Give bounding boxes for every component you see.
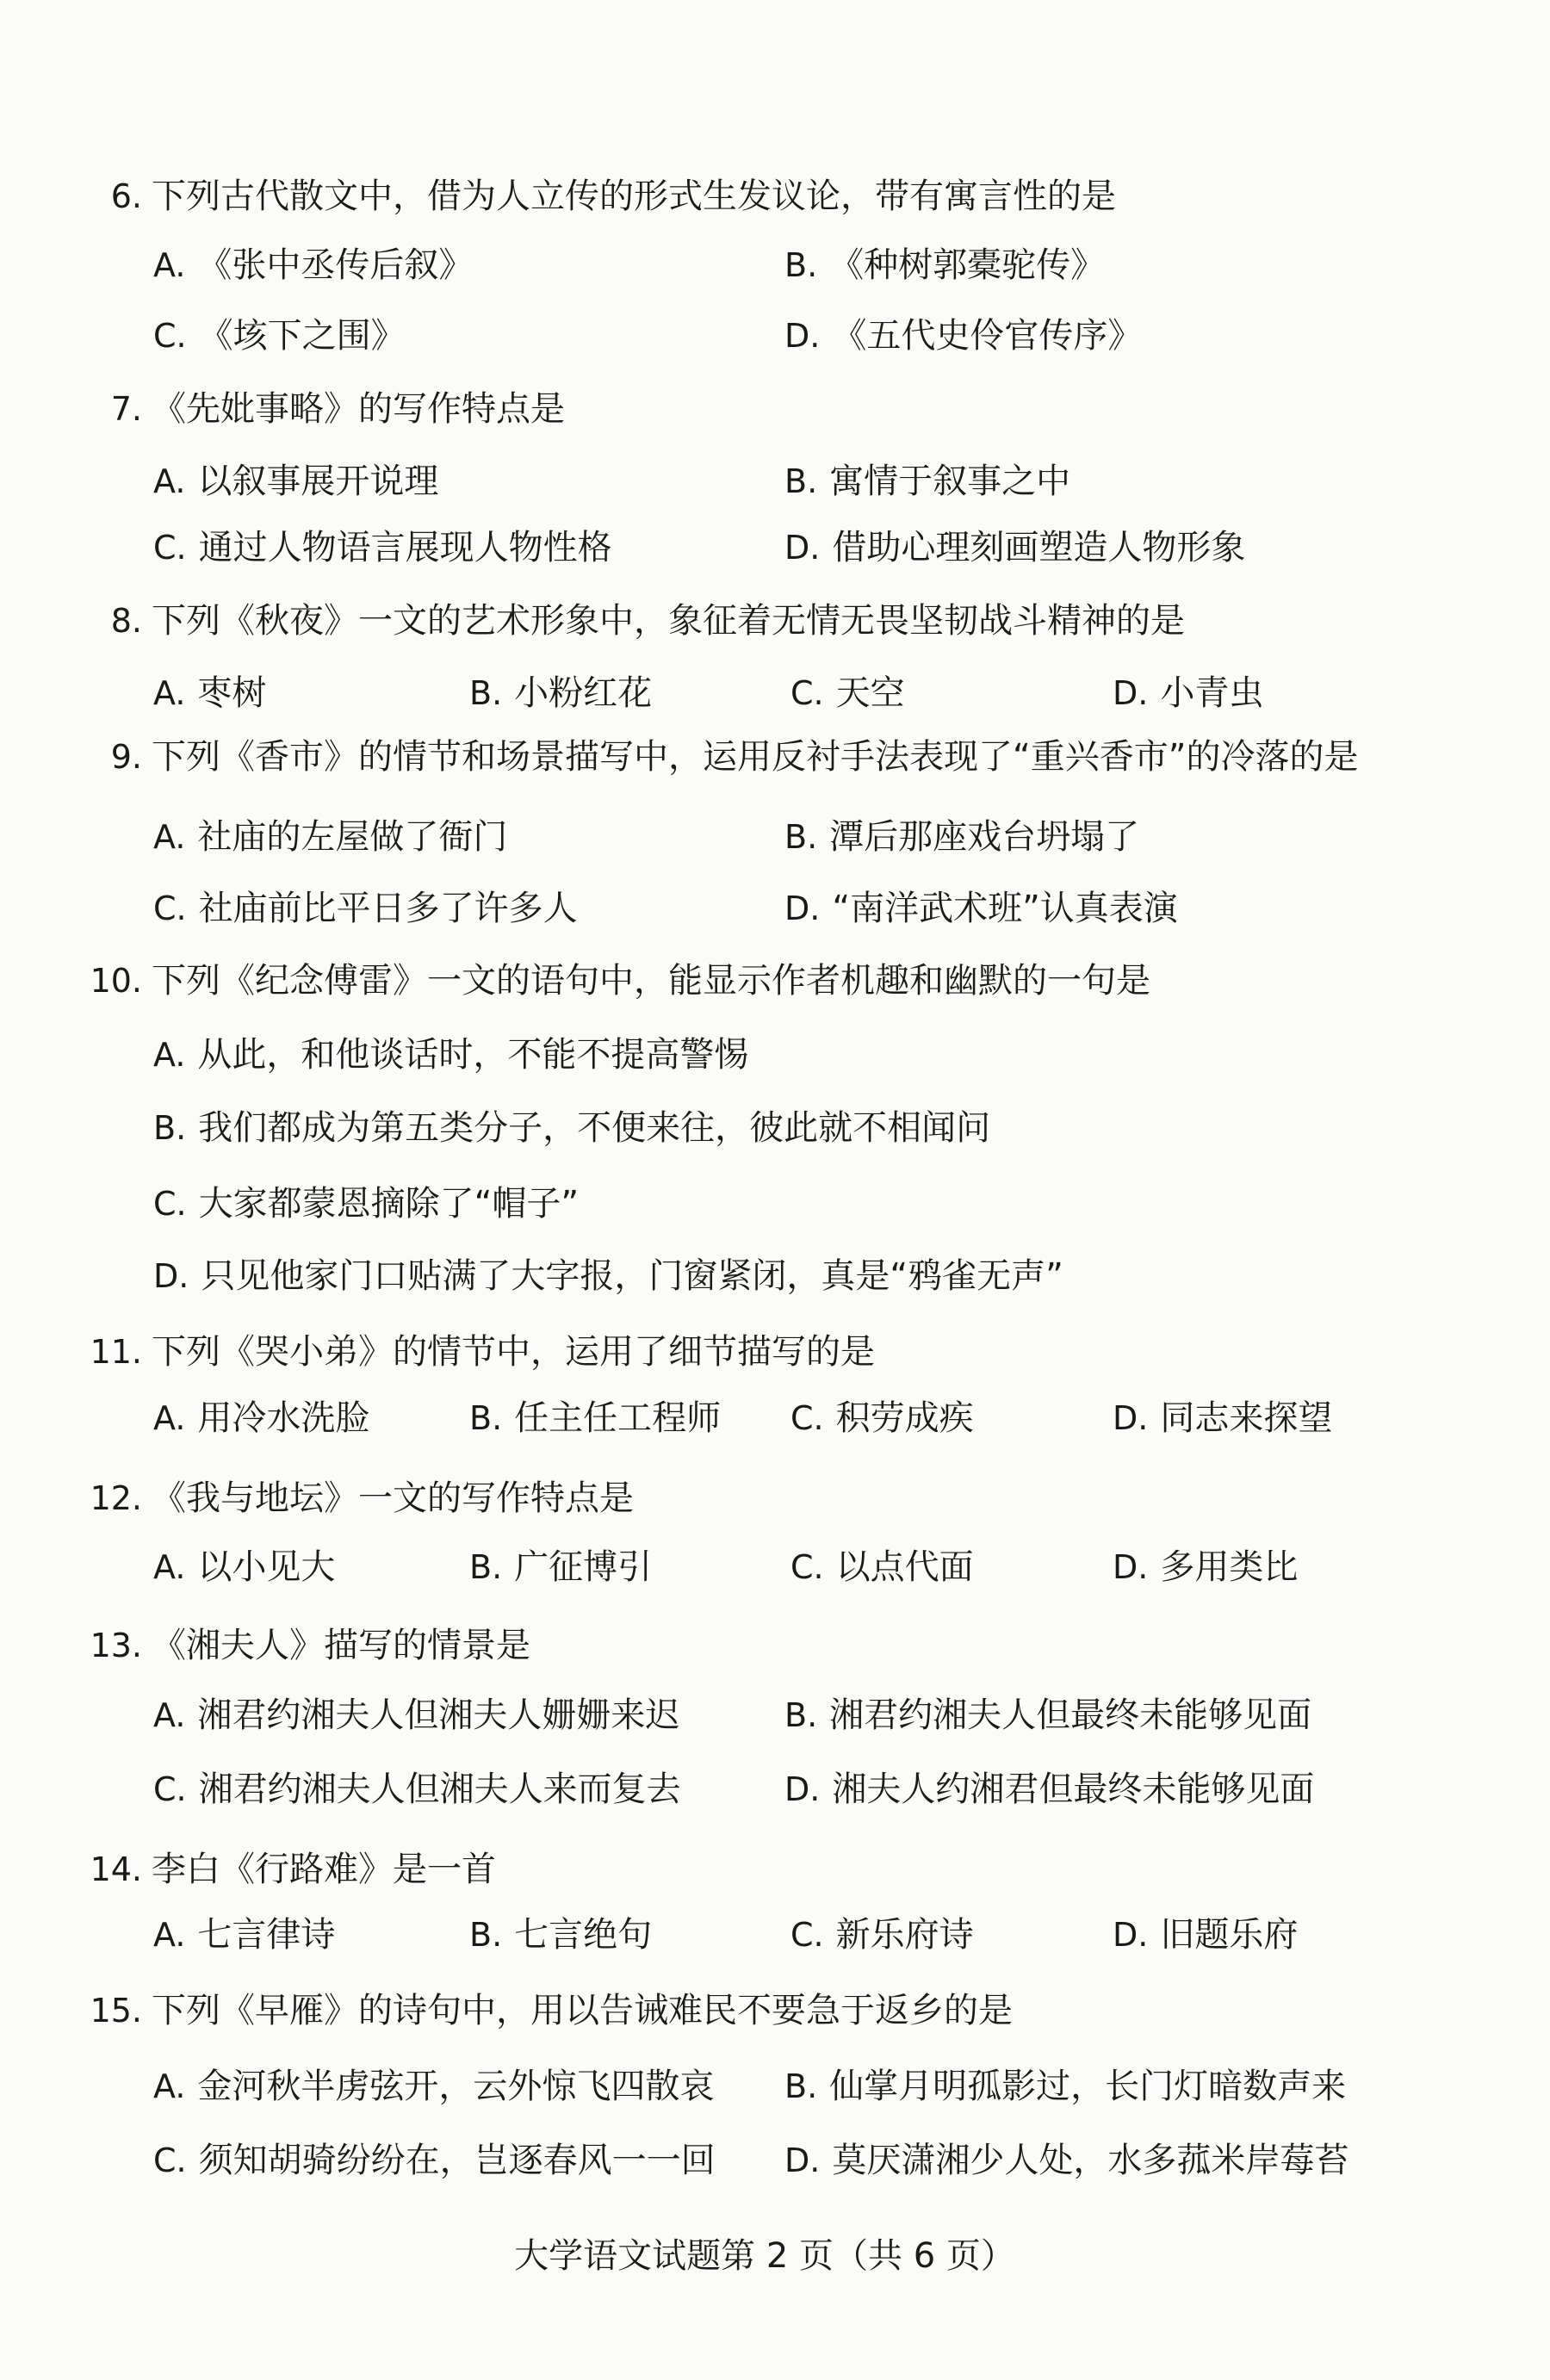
option-text: 《垓下之围》 — [198, 316, 406, 356]
answer-option — [790, 672, 905, 714]
answer-option — [153, 461, 438, 502]
question-number: 6. — [110, 177, 142, 215]
answer-option — [153, 816, 507, 858]
option-label: D. — [784, 2141, 821, 2179]
option-label: B. — [784, 246, 818, 284]
answer-option — [153, 1546, 335, 1588]
option-label: B. — [784, 462, 818, 500]
option-text: 莫厌潇湘少人处，水多菰米岸莓苔 — [832, 2141, 1349, 2180]
answer-option — [153, 245, 473, 286]
answer-option — [784, 816, 1139, 858]
answer-option — [153, 672, 266, 714]
option-label: B. — [469, 674, 503, 712]
option-label: C. — [153, 1770, 187, 1808]
option-label: A. — [153, 1696, 186, 1734]
answer-option — [153, 2066, 714, 2107]
option-label: B. — [469, 1916, 503, 1954]
option-label: D. — [1113, 1548, 1149, 1586]
option-text: 以点代面 — [835, 1547, 974, 1587]
option-label: B. — [784, 2067, 818, 2105]
answer-option — [784, 1695, 1311, 1736]
answer-option — [153, 888, 578, 929]
option-label: C. — [153, 1185, 187, 1223]
answer-option — [784, 888, 1178, 929]
option-label: B. — [469, 1399, 503, 1437]
question-number: 13. — [90, 1627, 142, 1664]
option-text: “南洋武术班”认真表演 — [832, 889, 1178, 928]
option-label: C. — [153, 317, 187, 355]
question-stem: 下列《香市》的情节和场景描写中，运用反衬手法表现了“重兴香市”的冷落的是 — [152, 737, 1359, 777]
option-label: A. — [153, 818, 186, 856]
option-text: 寓情于叙事之中 — [829, 462, 1071, 501]
answer-option — [784, 2066, 1346, 2107]
option-text: 湘夫人约湘君但最终未能够见面 — [832, 1770, 1315, 1809]
option-text: 用冷水洗脸 — [197, 1398, 370, 1438]
option-text: 通过人物语言展现人物性格 — [198, 528, 612, 567]
option-label: A. — [153, 1399, 186, 1437]
option-label: D. — [1113, 1399, 1149, 1437]
answer-option — [153, 1914, 335, 1955]
answer-option — [469, 1914, 652, 1955]
option-text: 积劳成疾 — [835, 1398, 974, 1438]
option-label: A. — [153, 2067, 186, 2105]
option-label: C. — [790, 674, 824, 712]
option-text: 湘君约湘夫人但最终未能够见面 — [829, 1695, 1312, 1735]
option-label: D. — [784, 889, 821, 927]
question-stem: 下列《秋夜》一文的艺术形象中，象征着无情无畏坚韧战斗精神的是 — [152, 601, 1185, 641]
answer-option — [790, 1398, 974, 1439]
option-text: 七言绝句 — [514, 1915, 653, 1955]
option-text: 枣树 — [197, 673, 267, 713]
answer-option — [784, 527, 1245, 568]
answer-option — [153, 1695, 679, 1736]
option-label: C. — [790, 1916, 824, 1954]
option-text: 须知胡骑纷纷在，岂逐春风一一回 — [198, 2141, 716, 2180]
option-text: 《张中丞传后叙》 — [197, 245, 474, 285]
option-text: 《五代史伶官传序》 — [832, 316, 1143, 356]
answer-option — [469, 672, 652, 714]
option-label: C. — [153, 529, 187, 567]
question-number: 7. — [110, 390, 142, 428]
question-stem: 《湘夫人》描写的情景是 — [152, 1626, 530, 1665]
question-number: 9. — [110, 738, 142, 776]
answer-option — [153, 1107, 990, 1149]
option-text: 金河秋半虏弦开，云外惊飞四散哀 — [197, 2067, 715, 2106]
option-label: A. — [153, 462, 186, 500]
answer-option — [1113, 672, 1263, 714]
question-stem: 李白《行路难》是一首 — [152, 1850, 496, 1889]
option-text: 借助心理刻画塑造人物形象 — [832, 528, 1246, 567]
answer-option — [1113, 1914, 1298, 1955]
option-label: B. — [784, 818, 818, 856]
question-stem: 下列《早雁》的诗句中，用以告诫难民不要急于返乡的是 — [152, 1991, 1013, 2030]
option-text: 大家都蒙恩摘除了“帽子” — [198, 1184, 580, 1224]
option-label: D. — [1113, 1916, 1149, 1954]
option-label: A. — [153, 674, 186, 712]
answer-option — [1113, 1398, 1332, 1439]
option-text: 七言律诗 — [197, 1915, 336, 1955]
question-stem: 下列古代散文中，借为人立传的形式生发议论，带有寓言性的是 — [152, 177, 1116, 216]
option-label: A. — [153, 246, 186, 284]
answer-option — [784, 2140, 1348, 2181]
answer-option — [153, 1034, 748, 1075]
option-label: A. — [153, 1036, 186, 1074]
answer-option — [784, 1769, 1314, 1810]
option-text: 潭后那座戏台坍塌了 — [829, 817, 1140, 857]
option-text: 湘君约湘夫人但湘夫人姗姗来迟 — [197, 1695, 680, 1735]
answer-option — [469, 1546, 652, 1588]
option-text: 任主任工程师 — [514, 1398, 722, 1438]
option-text: 社庙的左屋做了衙门 — [197, 817, 508, 857]
answer-option — [153, 1398, 369, 1439]
option-label: A. — [153, 1548, 186, 1586]
option-text: 只见他家门口贴满了大字报，门窗紧闭，真是“鸦雀无声” — [201, 1256, 1063, 1296]
option-text: 《种树郭橐驼传》 — [829, 245, 1106, 285]
question-number: 12. — [90, 1479, 142, 1517]
option-text: 我们都成为第五类分子，不便来往，彼此就不相闻问 — [198, 1108, 991, 1148]
question-stem: 下列《哭小弟》的情节中，运用了细节描写的是 — [152, 1332, 875, 1372]
answer-option — [784, 461, 1070, 502]
option-text: 同志来探望 — [1160, 1398, 1333, 1438]
option-label: D. — [153, 1257, 189, 1295]
answer-option — [1113, 1546, 1298, 1588]
option-label: C. — [790, 1548, 824, 1586]
option-label: B. — [469, 1548, 503, 1586]
answer-option — [153, 527, 612, 568]
answer-option — [784, 315, 1142, 356]
answer-option — [153, 315, 406, 356]
option-label: D. — [784, 529, 821, 567]
option-label: C. — [153, 2141, 187, 2179]
option-text: 小粉红花 — [514, 673, 653, 713]
question-stem: 《先妣事略》的写作特点是 — [152, 389, 565, 429]
option-text: 社庙前比平日多了许多人 — [198, 889, 578, 928]
option-text: 湘君约湘夫人但湘夫人来而复去 — [198, 1770, 681, 1809]
answer-option — [469, 1398, 721, 1439]
option-label: B. — [153, 1109, 187, 1147]
option-label: C. — [790, 1399, 824, 1437]
option-text: 旧题乐府 — [1160, 1915, 1299, 1955]
option-label: C. — [153, 889, 187, 927]
option-text: 以小见大 — [197, 1547, 336, 1587]
answer-option — [153, 2140, 716, 2181]
option-label: D. — [1113, 674, 1149, 712]
answer-option — [153, 1255, 1063, 1297]
option-text: 多用类比 — [1160, 1547, 1299, 1587]
option-text: 仙掌月明孤影过，长门灯暗数声来 — [829, 2067, 1347, 2106]
option-text: 从此，和他谈话时，不能不提高警惕 — [197, 1035, 749, 1075]
question-number: 8. — [110, 602, 142, 640]
option-text: 小青虫 — [1160, 673, 1264, 713]
option-label: B. — [784, 1696, 818, 1734]
question-stem: 《我与地坛》一文的写作特点是 — [152, 1478, 634, 1518]
question-number: 15. — [90, 1992, 142, 2030]
question-number: 10. — [90, 962, 142, 1000]
option-label: D. — [784, 1770, 821, 1808]
option-text: 新乐府诗 — [835, 1915, 974, 1955]
option-label: A. — [153, 1916, 186, 1954]
answer-option — [153, 1183, 579, 1224]
answer-option — [790, 1914, 974, 1955]
option-label: D. — [784, 317, 821, 355]
option-text: 天空 — [835, 673, 905, 713]
answer-option — [784, 245, 1105, 286]
question-stem: 下列《纪念傅雷》一文的语句中，能显示作者机趣和幽默的一句是 — [152, 961, 1150, 1001]
page-footer: 大学语文试题第 2 页（共 6 页） — [514, 2236, 1015, 2276]
question-number: 11. — [90, 1333, 142, 1371]
option-text: 广征博引 — [514, 1547, 653, 1587]
answer-option — [790, 1546, 974, 1588]
option-text: 以叙事展开说理 — [197, 462, 439, 501]
answer-option — [153, 1769, 681, 1810]
question-number: 14. — [90, 1850, 142, 1888]
